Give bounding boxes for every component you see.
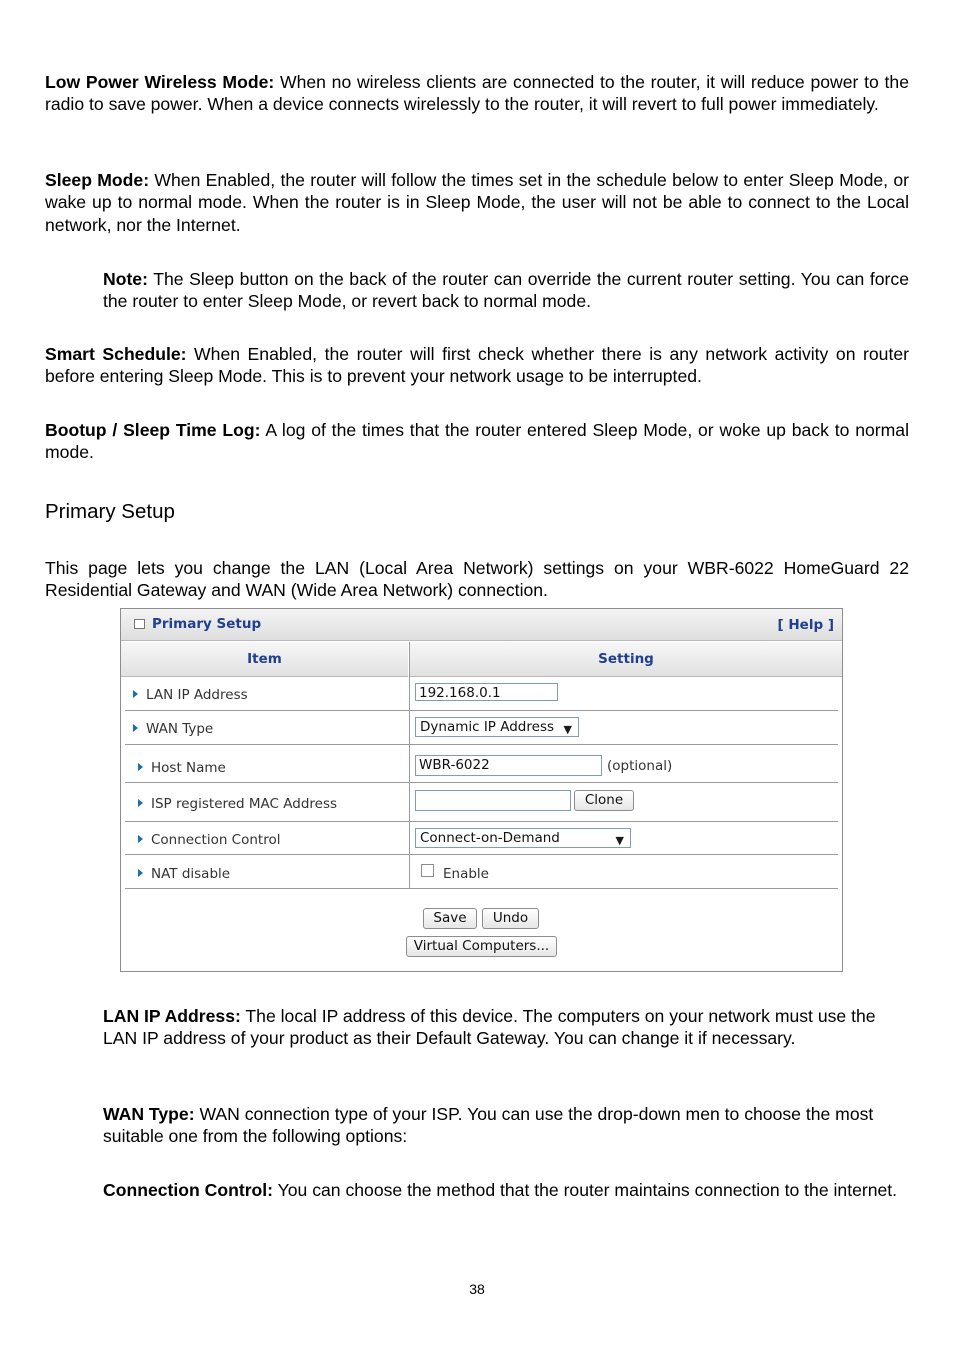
section-heading: Primary Setup xyxy=(45,500,175,523)
lan-ip-term: LAN IP Address: xyxy=(103,1006,241,1026)
chevron-down-icon: ▼ xyxy=(563,723,572,736)
bootup-log-term: Bootup / Sleep Time Log: xyxy=(45,420,261,440)
column-header-item: Item xyxy=(121,642,408,677)
nat-disable-label: NAT disable xyxy=(138,866,230,882)
triangle-bullet-icon xyxy=(138,869,143,877)
triangle-bullet-icon xyxy=(138,799,143,807)
low-power-text: When no wireless clients are connected to the router, it will reduce power to the radio to save power. When a device connects wirelessly to the router, it will revert to full power immediately. xyxy=(45,72,909,115)
bootup-log-text: A log of the times that the router entered Sleep Mode, or woke up back to normal mode. xyxy=(45,420,909,463)
triangle-bullet-icon xyxy=(138,835,143,843)
low-power-paragraph xyxy=(45,71,909,116)
connection-control-label: Connection Control xyxy=(138,832,280,848)
nat-enable-checkbox[interactable] xyxy=(421,864,434,877)
host-name-input[interactable]: WBR-6022 xyxy=(415,755,602,776)
host-name-hint: (optional) xyxy=(607,758,673,774)
connection-control-paragraph xyxy=(103,1179,909,1201)
smart-schedule-text: When Enabled, the router will first check whether there is any network activity on router before entering Sleep Mode. This is to prevent your network usage to be interrupted. xyxy=(45,344,909,387)
panel-title-bar xyxy=(121,609,842,641)
chevron-down-icon: ▼ xyxy=(615,834,624,847)
lan-ip-paragraph xyxy=(103,1005,909,1050)
row-divider xyxy=(125,854,838,855)
column-header-setting: Setting xyxy=(410,642,842,677)
sleep-mode-term: Sleep Mode: xyxy=(45,170,150,190)
row-divider xyxy=(125,821,838,822)
wan-type-term: WAN Type: xyxy=(103,1104,195,1124)
isp-mac-input[interactable] xyxy=(415,790,571,811)
connection-control-select[interactable]: Connect-on-Demand ▼ xyxy=(415,828,631,848)
sleep-mode-text: When Enabled, the router will follow the times set in the schedule below to enter Sleep Mode, or wake up to normal mode. When the router is in Sleep Mode, the user will not be able to connect to the Local network, nor the Internet. xyxy=(45,170,909,235)
wan-type-text: WAN connection type of your ISP. You can use the drop-down men to choose the most suitable one from the following options: xyxy=(103,1104,874,1147)
column-divider xyxy=(409,677,410,888)
wan-type-label: WAN Type xyxy=(133,721,213,737)
panel-title: Primary Setup xyxy=(152,616,262,632)
nat-enable-label: Enable xyxy=(443,866,489,882)
help-link[interactable]: [ Help ] xyxy=(777,617,834,633)
isp-mac-label: ISP registered MAC Address xyxy=(138,796,337,812)
lan-ip-text: The local IP address of this device. The computers on your network must use the LAN IP address of your product as their Default Gateway. You can change it if necessary. xyxy=(103,1006,876,1049)
sleep-mode-paragraph xyxy=(45,169,909,236)
wan-type-select[interactable]: Dynamic IP Address ▼ xyxy=(415,717,579,737)
smart-schedule-term: Smart Schedule: xyxy=(45,344,187,364)
low-power-term: Low Power Wireless Mode: xyxy=(45,72,275,92)
page-number: 38 xyxy=(469,1281,485,1297)
smart-schedule-paragraph xyxy=(45,343,909,388)
panel-square-icon xyxy=(134,619,145,629)
save-button[interactable]: Save xyxy=(423,908,477,929)
intro-paragraph: This page lets you change the LAN (Local Area Network) settings on your WBR-6022 HomeGuard 22 Residential Gateway and WAN (Wide Area Network) connection. xyxy=(45,558,909,601)
lan-ip-input[interactable]: 192.168.0.1 xyxy=(415,683,558,701)
undo-button[interactable]: Undo xyxy=(482,908,539,929)
virtual-computers-button[interactable]: Virtual Computers... xyxy=(406,936,557,957)
row-divider xyxy=(125,782,838,783)
note-text: The Sleep button on the back of the router can override the current router setting. You can force the router to enter Sleep Mode, or revert back to normal mode. xyxy=(103,269,909,312)
triangle-bullet-icon xyxy=(138,763,143,771)
triangle-bullet-icon xyxy=(133,724,138,732)
clone-button[interactable]: Clone xyxy=(574,790,634,811)
row-divider xyxy=(125,744,838,745)
bootup-log-paragraph xyxy=(45,419,909,464)
host-name-label: Host Name xyxy=(138,760,226,776)
row-divider xyxy=(125,888,838,889)
wan-type-paragraph xyxy=(103,1103,909,1148)
primary-setup-panel xyxy=(120,608,843,972)
lan-ip-label: LAN IP Address xyxy=(133,687,248,703)
row-divider xyxy=(125,710,838,711)
note-term: Note: xyxy=(103,269,148,289)
connection-control-term: Connection Control: xyxy=(103,1180,274,1200)
header-divider xyxy=(409,642,410,677)
note-paragraph xyxy=(103,268,909,313)
connection-control-text: You can choose the method that the router maintains connection to the internet. xyxy=(273,1180,898,1200)
triangle-bullet-icon xyxy=(133,690,138,698)
